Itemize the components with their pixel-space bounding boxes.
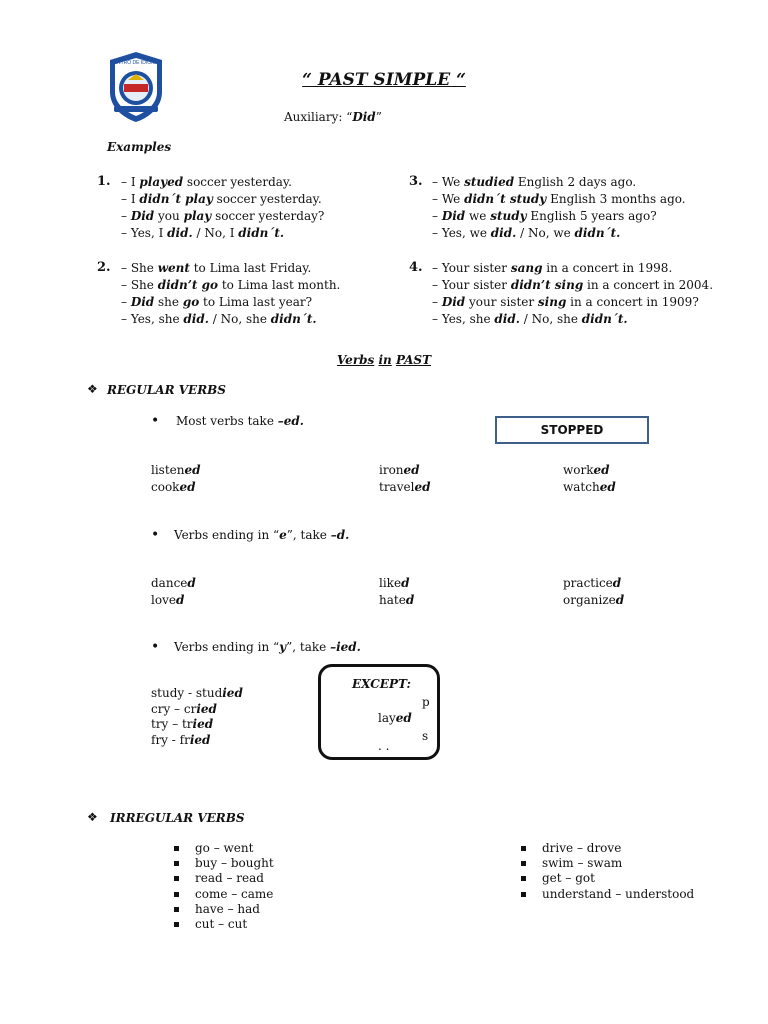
- plain-text: – Yes, we: [432, 226, 491, 240]
- emphasis-text: didn’t go: [157, 278, 219, 292]
- example-line: [121, 311, 340, 328]
- example-line: [121, 260, 340, 277]
- except-letter: s: [422, 729, 429, 743]
- verb-column: [151, 686, 243, 748]
- plain-text: cook: [151, 480, 180, 494]
- plain-text: –: [121, 295, 131, 309]
- plain-text: cry – cr: [151, 701, 197, 716]
- rule-text: [176, 414, 304, 428]
- verb-column: [563, 462, 616, 496]
- square-bullet-icon: [174, 907, 179, 912]
- emphasis-text: did.: [183, 312, 209, 326]
- logo-text: CENTRO DE IDIOMAS: [110, 60, 162, 66]
- example-2: [121, 260, 340, 328]
- plain-text: – Your sister: [432, 278, 511, 292]
- plain-text: lay: [378, 711, 396, 725]
- plain-text: hate: [379, 593, 406, 607]
- emphasis-text: didn´t.: [270, 312, 317, 326]
- emphasis-text: ied: [192, 717, 214, 731]
- emphasis-text: Did: [130, 209, 155, 223]
- heading-word: PAST: [395, 353, 432, 367]
- plain-text: – I: [121, 175, 140, 189]
- auxiliary-line: [284, 110, 382, 124]
- example-line: [432, 277, 713, 294]
- verb-item: [379, 592, 414, 609]
- square-bullet-icon: [174, 846, 179, 851]
- square-bullet-icon: [521, 892, 526, 897]
- emphasis-text: ed: [395, 711, 412, 725]
- list-item: [174, 871, 274, 886]
- emphasis-text: d: [612, 576, 622, 590]
- plain-text: Most verbs take: [176, 414, 278, 428]
- plain-text: soccer yesterday.: [212, 192, 322, 206]
- list-item: [521, 841, 694, 856]
- list-item-text: swim – swam: [542, 856, 623, 871]
- verb-item: [563, 592, 624, 609]
- irregular-list-1: [174, 841, 274, 932]
- emphasis-text: –ied.: [330, 640, 361, 654]
- emphasis-text: did.: [490, 226, 517, 240]
- list-item-text: understand – understood: [542, 886, 695, 901]
- emphasis-text: Did: [441, 209, 466, 223]
- except-dots: . .: [378, 739, 390, 753]
- plain-text: work: [563, 463, 594, 477]
- verb-item: [379, 479, 430, 496]
- emphasis-text: d: [401, 576, 410, 590]
- plain-text: / No, I: [192, 226, 239, 240]
- list-item: [521, 856, 694, 871]
- list-item-text: buy – bought: [195, 856, 274, 871]
- stopped-label: STOPPED: [540, 423, 604, 437]
- plain-text: in a concert in 1998.: [542, 261, 673, 275]
- verb-column: [563, 575, 624, 609]
- emphasis-text: play: [183, 209, 212, 223]
- square-bullet-icon: [174, 861, 179, 866]
- plain-text: Verbs ending in “: [174, 640, 280, 654]
- emphasis-text: ed: [179, 480, 196, 494]
- except-box: [318, 664, 440, 760]
- plain-text: dance: [151, 576, 188, 590]
- verb-item: [151, 702, 243, 718]
- diamond-bullet-icon: ❖: [87, 382, 98, 396]
- square-bullet-icon: [521, 876, 526, 881]
- example-3: [432, 174, 686, 242]
- emphasis-text: ed: [593, 463, 610, 477]
- list-item-text: drive – drove: [542, 841, 622, 855]
- plain-text: practice: [563, 576, 613, 590]
- emphasis-text: did.: [167, 226, 193, 240]
- plain-text: – Your sister: [432, 261, 511, 275]
- list-item-text: come – came: [195, 886, 274, 901]
- emphasis-text: Did: [130, 295, 155, 309]
- list-item: [174, 902, 274, 917]
- list-item: [174, 841, 274, 856]
- plain-text: ”, take: [286, 528, 331, 542]
- verb-item: [151, 686, 243, 702]
- emphasis-text: ed: [403, 463, 420, 477]
- example-1: [121, 174, 324, 242]
- verb-item: [151, 717, 243, 733]
- emphasis-text: y: [279, 640, 287, 654]
- except-letter: p: [422, 695, 430, 709]
- plain-text: –: [432, 209, 442, 223]
- plain-text: to Lima last month.: [218, 278, 341, 292]
- page-title: “ PAST SIMPLE “: [302, 70, 466, 90]
- emphasis-text: d: [405, 593, 415, 607]
- verb-column: [379, 575, 414, 609]
- plain-text: – We: [432, 192, 465, 206]
- emphasis-text: d: [175, 593, 185, 607]
- emphasis-text: –d.: [330, 528, 350, 542]
- emphasis-text: didn’t sing: [510, 278, 584, 292]
- auxiliary-value: Did: [352, 110, 376, 124]
- emphasis-text: study: [490, 209, 527, 223]
- plain-text: she: [154, 295, 183, 309]
- emphasis-text: ied: [196, 701, 217, 716]
- example-line: [432, 208, 686, 225]
- list-item: [174, 856, 274, 871]
- example-line: [432, 225, 686, 242]
- emphasis-text: didn´t.: [581, 312, 628, 326]
- emphasis-text: Did: [441, 295, 466, 309]
- plain-text: Verbs ending in “: [174, 528, 280, 542]
- verb-column: [379, 462, 430, 496]
- square-bullet-icon: [521, 846, 526, 851]
- plain-text: love: [151, 593, 176, 607]
- plain-text: – Yes, she: [432, 312, 495, 326]
- square-bullet-icon: [174, 876, 179, 881]
- verb-item: [563, 575, 624, 592]
- plain-text: in a concert in 2004.: [583, 278, 714, 292]
- example-line: [121, 294, 340, 311]
- emphasis-text: –ed.: [277, 414, 304, 428]
- regular-verbs-heading: REGULAR VERBS: [107, 383, 226, 397]
- plain-text: – Yes, she: [121, 312, 184, 326]
- list-item-text: have – had: [195, 901, 260, 916]
- plain-text: / No, we: [516, 226, 575, 240]
- plain-text: English 5 years ago?: [526, 209, 657, 223]
- example-4: [432, 260, 713, 328]
- plain-text: organize: [563, 593, 616, 607]
- bullet-icon: •: [151, 413, 160, 429]
- plain-text: –: [432, 295, 442, 309]
- irregular-verbs-heading: IRREGULAR VERBS: [110, 811, 245, 825]
- except-label: EXCEPT:: [352, 677, 411, 691]
- emphasis-text: ied: [222, 686, 243, 700]
- verbs-in-past-heading: [0, 353, 768, 367]
- plain-text: to Lima last year?: [199, 295, 313, 309]
- plain-text: we: [465, 209, 491, 223]
- square-bullet-icon: [174, 922, 179, 927]
- examples-heading: Examples: [107, 140, 172, 154]
- plain-text: your sister: [465, 295, 538, 309]
- plain-text: fry - fr: [151, 732, 190, 747]
- diamond-bullet-icon: ❖: [87, 810, 98, 824]
- emphasis-text: d: [187, 576, 196, 590]
- emphasis-text: d: [615, 593, 625, 607]
- plain-text: soccer yesterday?: [211, 209, 325, 223]
- plain-text: soccer yesterday.: [183, 175, 292, 189]
- example-line: [432, 311, 713, 328]
- plain-text: listen: [151, 463, 185, 477]
- verb-item: [151, 462, 201, 479]
- emphasis-text: didn´t.: [238, 226, 285, 240]
- emphasis-text: sing: [537, 295, 567, 309]
- plain-text: to Lima last Friday.: [189, 261, 312, 275]
- auxiliary-label: Auxiliary:: [284, 110, 347, 124]
- example-line: [121, 225, 324, 242]
- example-line: [432, 174, 686, 191]
- verb-item: [151, 575, 196, 592]
- list-item-text: get – got: [542, 871, 595, 886]
- verb-item: [379, 462, 430, 479]
- emphasis-text: played: [139, 175, 184, 189]
- plain-text: English 3 months ago.: [546, 192, 686, 206]
- emphasis-text: didn´t study: [464, 192, 547, 206]
- plain-text: – She: [121, 278, 158, 292]
- example-number: 1.: [97, 174, 111, 189]
- list-item: [174, 887, 274, 902]
- except-word: [378, 711, 412, 725]
- list-item: [521, 871, 694, 886]
- list-item: [521, 887, 694, 902]
- example-line: [432, 260, 713, 277]
- plain-text: travel: [379, 480, 415, 494]
- bullet-icon: •: [151, 639, 160, 655]
- emphasis-text: go: [182, 295, 200, 309]
- example-number: 2.: [97, 260, 111, 275]
- emphasis-text: didn´t.: [574, 226, 621, 240]
- list-item: [174, 917, 274, 932]
- plain-text: like: [379, 576, 402, 590]
- example-number: 4.: [409, 260, 423, 275]
- example-line: [121, 277, 340, 294]
- verb-item: [151, 479, 201, 496]
- plain-text: try – tr: [151, 717, 193, 731]
- plain-text: you: [154, 209, 184, 223]
- rule-text: [174, 640, 361, 654]
- emphasis-text: ed: [599, 480, 616, 494]
- plain-text: iron: [379, 463, 404, 477]
- plain-text: –: [121, 209, 131, 223]
- verb-item: [151, 592, 196, 609]
- verb-item: [563, 479, 616, 496]
- verb-item: [151, 733, 243, 749]
- emphasis-text: sang: [510, 261, 543, 275]
- emphasis-text: did.: [494, 312, 520, 326]
- auxiliary-open-quote: “: [346, 110, 353, 124]
- irregular-list-2: [521, 841, 694, 902]
- list-item-text: read – read: [195, 871, 264, 886]
- plain-text: watch: [563, 480, 600, 494]
- example-line: [432, 191, 686, 208]
- plain-text: ”, take: [286, 640, 331, 654]
- emphasis-text: went: [157, 261, 190, 275]
- rule-text: [174, 528, 349, 542]
- emphasis-text: didn´t play: [139, 192, 213, 206]
- example-line: [432, 294, 713, 311]
- bullet-icon: •: [151, 527, 160, 543]
- example-line: [121, 174, 324, 191]
- list-item-text: cut – cut: [195, 917, 248, 932]
- emphasis-text: studied: [464, 175, 515, 189]
- verb-item: [379, 575, 414, 592]
- example-number: 3.: [409, 174, 423, 189]
- list-item-text: go – went: [195, 841, 254, 855]
- stopped-box: [495, 416, 649, 444]
- plain-text: study - stud: [151, 686, 223, 700]
- plain-text: / No, she: [208, 312, 271, 326]
- example-line: [121, 208, 324, 225]
- plain-text: in a concert in 1909?: [566, 295, 699, 309]
- auxiliary-close-quote: ”: [375, 110, 382, 124]
- heading-word: in: [378, 353, 392, 367]
- example-line: [121, 191, 324, 208]
- emphasis-text: e: [279, 528, 287, 542]
- plain-text: – I: [121, 192, 140, 206]
- square-bullet-icon: [521, 861, 526, 866]
- emphasis-text: ed: [184, 463, 201, 477]
- verb-column: [151, 462, 201, 496]
- plain-text: – We: [432, 175, 465, 189]
- plain-text: English 2 days ago.: [514, 175, 637, 189]
- plain-text: – Yes, I: [121, 226, 168, 240]
- emphasis-text: ed: [414, 480, 431, 494]
- verb-column: [151, 575, 196, 609]
- plain-text: / No, she: [519, 312, 582, 326]
- square-bullet-icon: [174, 892, 179, 897]
- heading-word: Verbs: [336, 353, 375, 367]
- verb-item: [563, 462, 616, 479]
- emphasis-text: ied: [189, 732, 211, 747]
- plain-text: – She: [121, 261, 158, 275]
